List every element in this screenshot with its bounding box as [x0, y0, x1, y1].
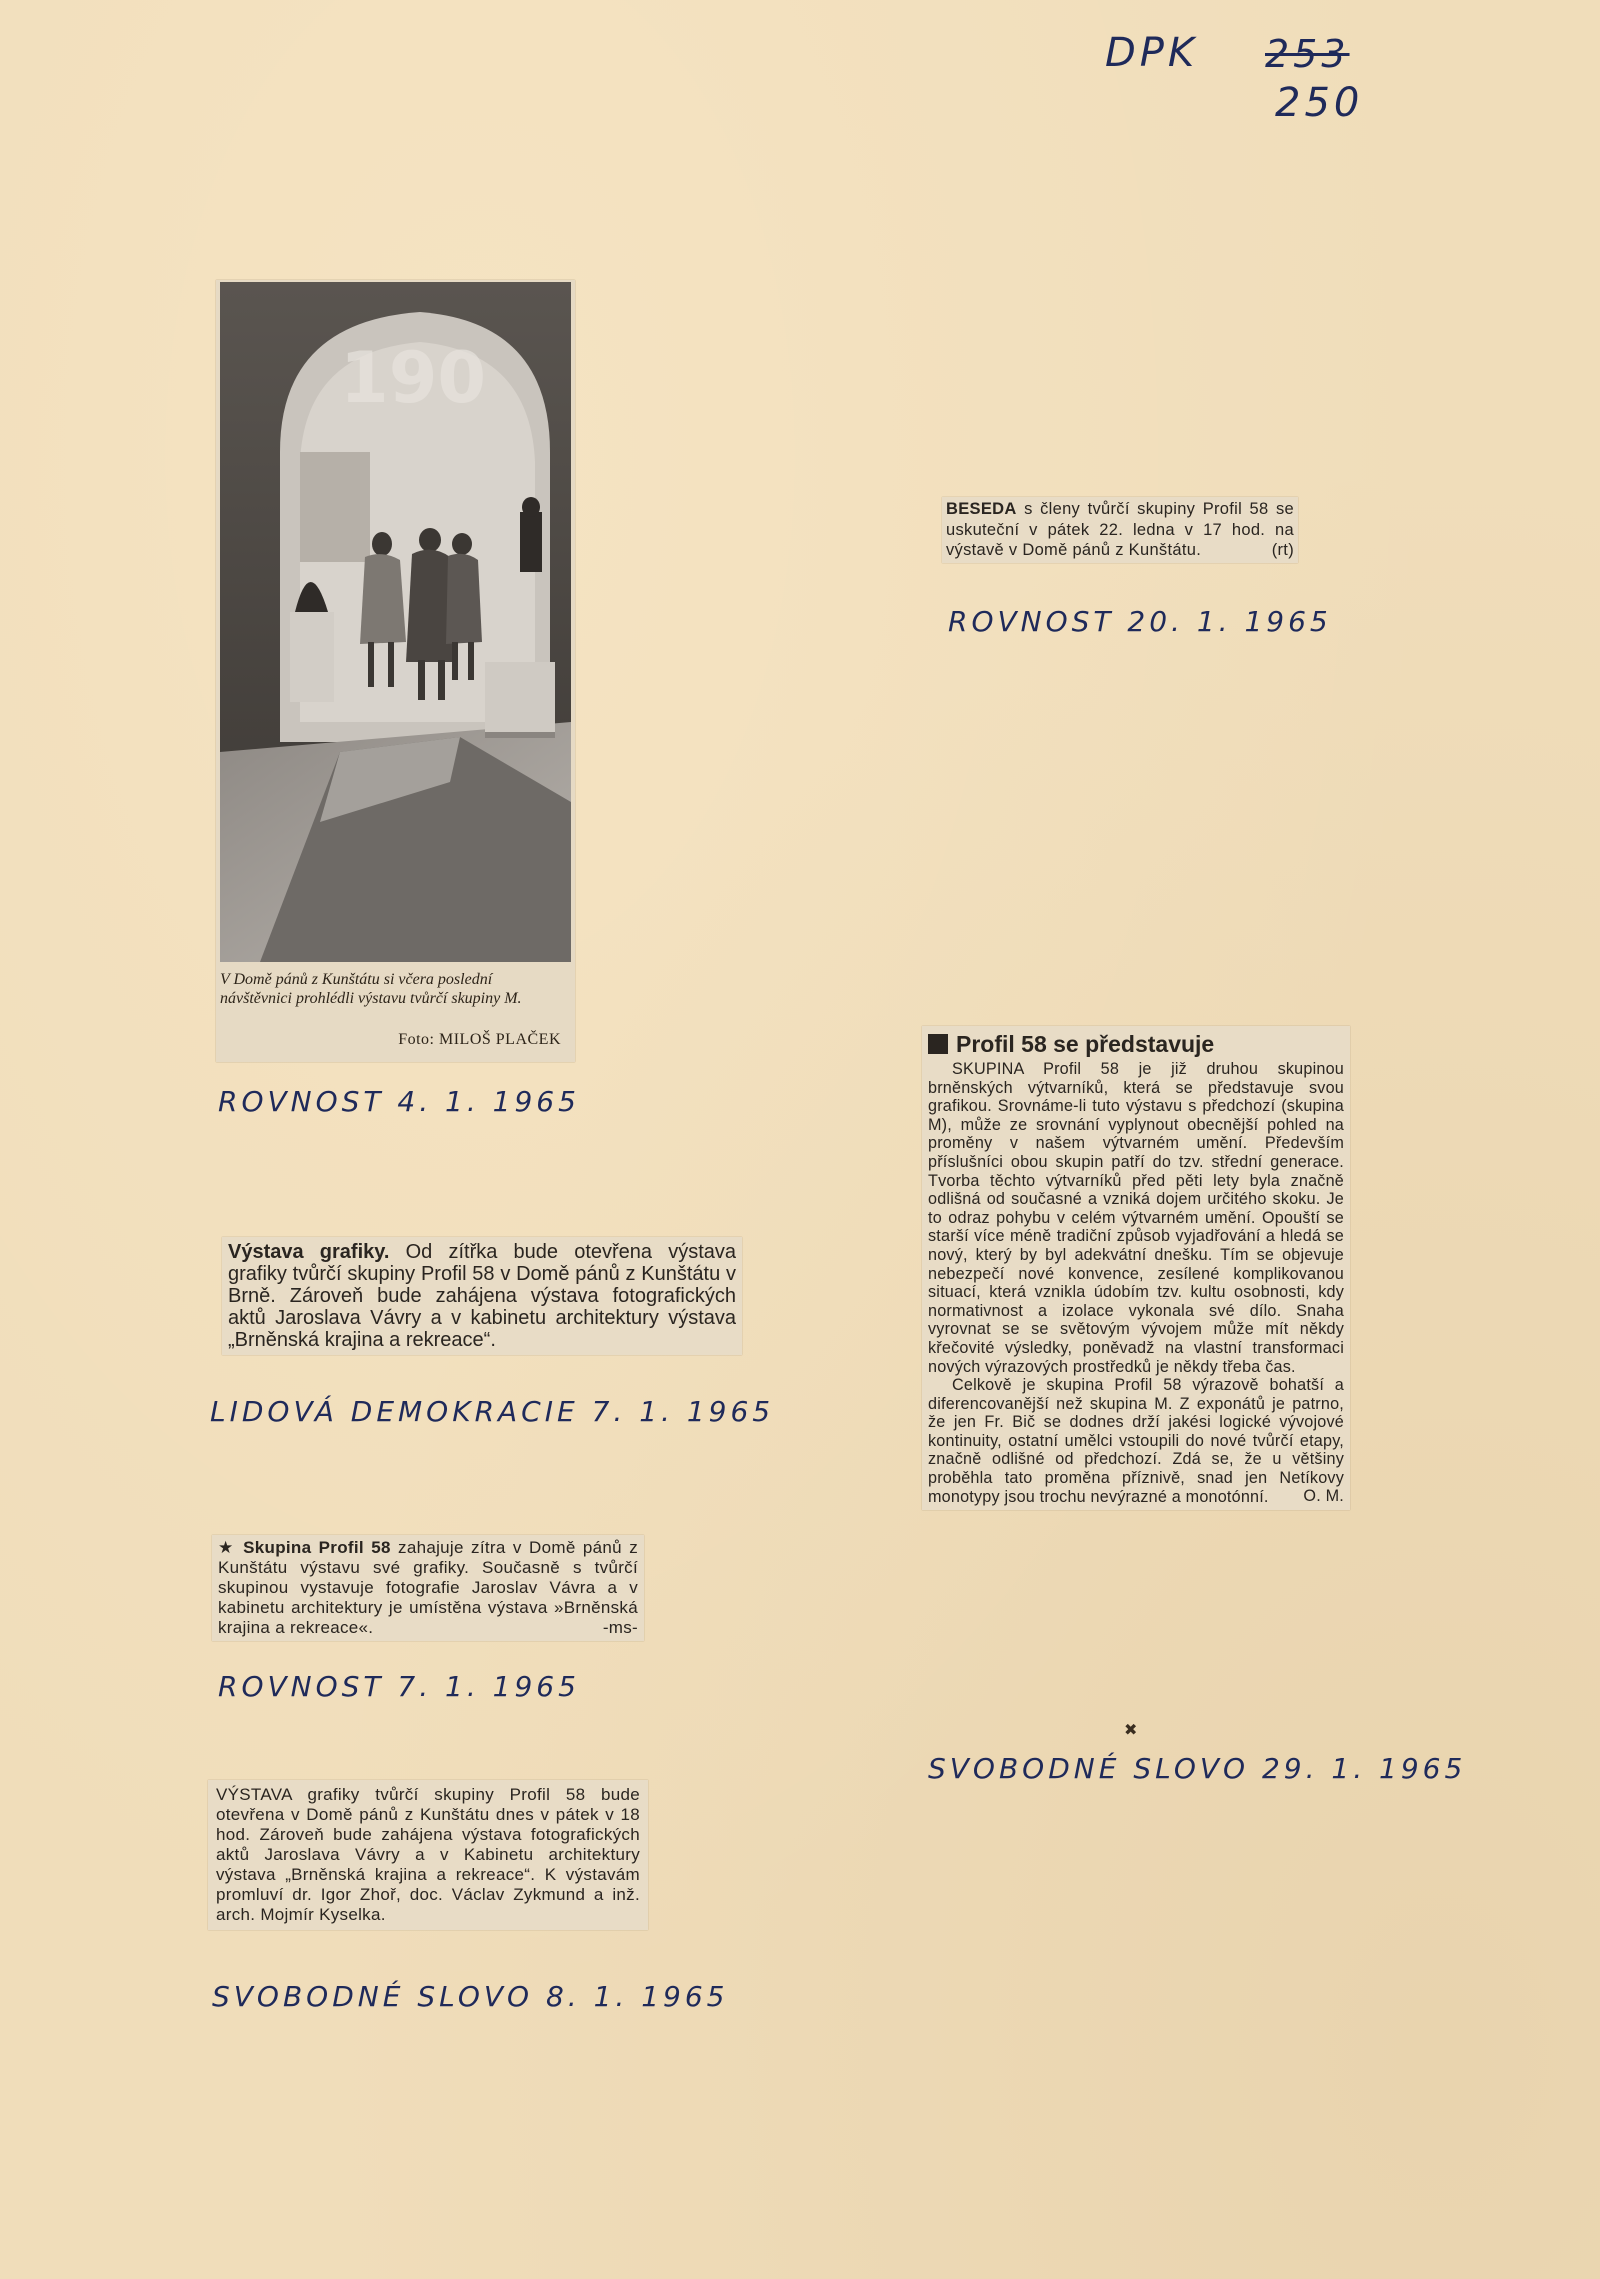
source-note-svobodne-slovo-8-1: SVOBODNÉ SLOVO 8. 1. 1965 — [212, 1980, 729, 2013]
source-note-svobodne-slovo-29-1: SVOBODNÉ SLOVO 29. 1. 1965 — [928, 1752, 1467, 1785]
source-note-rovnost-7-1: ROVNOST 7. 1. 1965 — [218, 1670, 580, 1703]
gallery-interior-image — [220, 282, 571, 962]
old-page-number: 253 — [1265, 32, 1350, 76]
skupina-clipping — [212, 1535, 644, 1641]
photo-credit: Foto: MILOŠ PLAČEK — [398, 1031, 561, 1048]
page-number: 250 — [1275, 80, 1364, 126]
grafiky-text: Od zítřka bude otevřena výstava grafiky tvůrčí skupiny Profil 58 v Domě pánů z Kunštátu v Brně. Zároveň bude zahájena výstava fotografických aktů Jaroslava Vávry a v kabinetu architektury výstava „Brněnská krajina a rekreace“. — [228, 1241, 736, 1351]
beseda-clipping — [942, 497, 1298, 563]
source-note-rovnost-4-1: ROVNOST 4. 1. 1965 — [218, 1085, 580, 1118]
source-note-lidova-demokracie: LIDOVÁ DEMOKRACIE 7. 1. 1965 — [210, 1395, 775, 1428]
svg-text:190: 190 — [340, 337, 487, 419]
vystava-clipping — [208, 1780, 648, 1930]
source-note-rovnost-20-1: ROVNOST 20. 1. 1965 — [948, 605, 1332, 638]
bullet-square-icon — [928, 1034, 948, 1054]
grafiky-clipping — [222, 1237, 742, 1355]
photo-clipping — [216, 280, 575, 1062]
article-clipping — [922, 1026, 1350, 1510]
skupina-lead: ★ Skupina Profil 58 — [218, 1538, 391, 1557]
article-paragraph-2: Celkově je skupina Profil 58 výrazově bohatší a diferencovanější než skupina M. Z exponátů je patrno, že jen Fr. Bič se dodnes drží jakési logické vývojové kontinuity, ostatní umělci vstoupili do nové tvůrčí etapy, značně odlišné od předchozí. Zdá se, že u většiny proběhla tato proměna příznivě, snad jen Netíkovy monotypy jsou trochu nevýrazné a monotónní. — [928, 1376, 1344, 1506]
article-headline: Profil 58 se představuje — [928, 1030, 1344, 1058]
article-paragraph-1: SKUPINA Profil 58 je již druhou skupinou brněnských výtvarníků, která se představuje svou grafikou. Srovnáme-li tuto výstavu s předchozí (skupina M), může ze srovnání vyplynout obecnější pohled na proměny v našem výtvarném umění. Především příslušníci obou skupin patří do tzv. střední generace. Tvorba těchto výtvarníků před pěti lety byla značně odlišná od současné a vzniká dojem určitého skoku. Je to odraz pohybu v celém výtvarném umění. Opouští se starší více méně tradiční způsob vyjadřování a hledá se nový, který by byl adekvátní dnešku. Tím se objevuje nebezpečí nové konvence, zesílené komplikovanou situací, která vznikla údobím tzv. kultu osobnosti, kdy normativnost a izolace vykonala své dílo. Snaha vyrovnat se se světovým vývojem může mít někdy křečovité výsledky, poněvadž na vlastní transformaci nových výrazových prostředků je někdy třeba čas. — [928, 1060, 1344, 1376]
beseda-signature: (rt) — [1271, 541, 1294, 559]
vystava-text: VÝSTAVA grafiky tvůrčí skupiny Profil 58 bude otevřena v Domě pánů z Kunštátu dnes v pátek v 18 hod. Zároveň bude zahájena výstava fotografických aktů Jaroslava Vávry a v Kabinetu architektury výstava „Brněnská krajina a rekreace“. K výstavám promluví dr. Igor Zhoř, doc. Václav Zykmund a inž. arch. Mojmír Kyselka. — [216, 1785, 640, 1924]
photo-caption: V Domě pánů z Kunštátu si včera poslední návštěvnici prohlédli výstavu tvůrčí skupiny M. — [220, 971, 522, 1007]
grafiky-lead: Výstava grafiky. — [228, 1241, 390, 1263]
beseda-lead: BESEDA — [946, 500, 1017, 518]
skupina-signature: -ms- — [602, 1618, 638, 1637]
article-signature: O. M. — [1303, 1487, 1344, 1506]
exhibition-photo — [220, 282, 571, 962]
skupina-text: zahajuje zítra v Domě pánů z Kunštátu výstavu své grafiky. Současně s tvůrčí skupinou vystavuje fotografie Jaroslav Vávra a v kabinetu architektury je umístěna výstava »Brněnská krajina a rekreace«. — [218, 1538, 638, 1637]
star-mark-icon: ✖ — [1124, 1720, 1138, 1739]
beseda-text: s členy tvůrčí skupiny Profil 58 se uskuteční v pátek 22. ledna v 17 hod. na výstavě v Domě pánů z Kunštátu. — [946, 500, 1295, 559]
archive-code: DPK — [1105, 30, 1199, 76]
